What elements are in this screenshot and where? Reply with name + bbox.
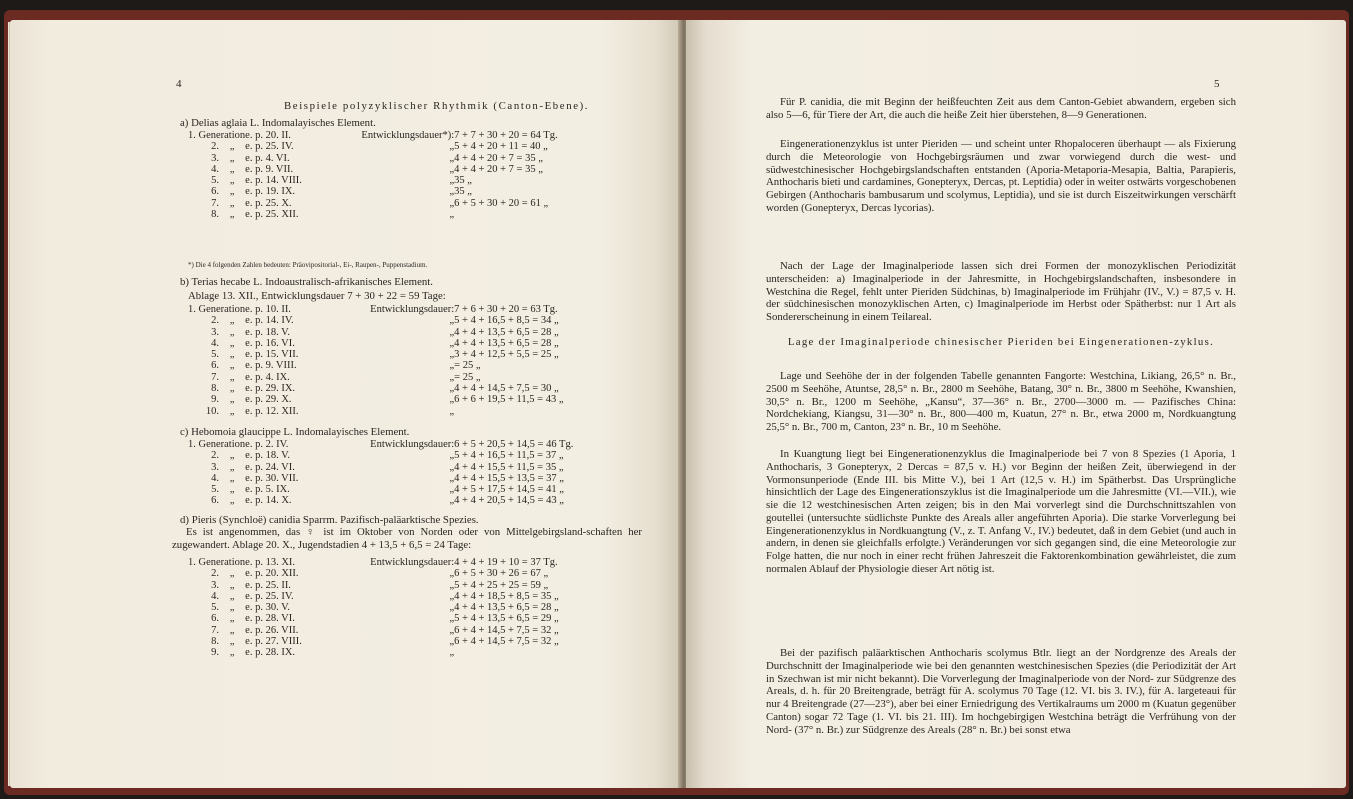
table-row: [188, 153, 604, 164]
label-cell: „: [449, 209, 455, 221]
date-cell: e. p. 24. VI.: [245, 461, 295, 473]
generation-number: 4.: [211, 337, 219, 349]
table-row: [188, 473, 604, 484]
value-cell: = 25 „: [454, 371, 481, 383]
table-row: [188, 602, 604, 613]
date-cell: e. p. 20. II.: [245, 130, 291, 141]
ditto-mark: „: [229, 175, 235, 187]
generation-number: 1. Generation: [188, 304, 246, 315]
table-row: [188, 462, 604, 473]
generation-number: 4.: [211, 590, 219, 602]
date-cell: e. p. 28. IX.: [245, 647, 296, 659]
table-row: [188, 383, 604, 394]
label-cell: „: [449, 602, 455, 614]
label-cell: „: [449, 175, 455, 187]
table-pieris-canidia: [188, 557, 604, 659]
date-cell: e. p. 28. VI.: [245, 613, 295, 625]
ditto-mark: „: [229, 461, 235, 473]
page-number: 5: [1214, 78, 1220, 90]
value-cell: 6 + 6 + 19,5 + 11,5 = 43 „: [454, 394, 564, 406]
label-cell: „: [449, 360, 455, 372]
generation-number: 2.: [211, 450, 219, 462]
generation-number: 7.: [211, 197, 219, 209]
date-cell: e. p. 25. XII.: [245, 209, 299, 221]
date-cell: e. p. 30. VII.: [245, 472, 299, 484]
date-cell: e. p. 18. V.: [245, 326, 290, 338]
value-cell: [454, 406, 604, 417]
date-cell: e. p. 25. IV.: [245, 141, 294, 153]
label-cell: „: [449, 349, 455, 361]
value-cell: 4 + 4 + 13,5 + 6,5 = 28 „: [454, 602, 559, 614]
table-row: [188, 372, 604, 383]
ditto-mark: „: [229, 141, 235, 153]
table-row: [188, 304, 604, 315]
ditto-mark: „: [229, 647, 235, 659]
ditto-mark: „: [229, 337, 235, 349]
generation-number: 9.: [211, 647, 219, 659]
table-row: [188, 186, 604, 197]
label-cell: „: [449, 394, 455, 406]
ditto-mark: „: [229, 495, 235, 507]
generation-number: 4.: [211, 163, 219, 175]
table-row: [188, 613, 604, 624]
value-cell: 4 + 4 + 13,5 + 6,5 = 28 „: [454, 326, 559, 338]
label-cell: „: [449, 152, 455, 164]
table-row: [188, 636, 604, 647]
generation-number: 6.: [211, 186, 219, 198]
ditto-mark: „: [229, 636, 235, 648]
table-row: [188, 209, 604, 220]
ditto-mark: „: [229, 152, 235, 164]
label-cell: „: [449, 613, 455, 625]
table-row: [188, 130, 604, 141]
value-cell: 6 + 4 + 14,5 + 7,5 = 32 „: [454, 636, 559, 648]
generation-number: 3.: [211, 326, 219, 338]
label-cell: „: [449, 647, 455, 659]
subsection-a-heading: a) Delias aglaia L. Indomalayisches Element.: [180, 117, 376, 129]
table-row: [188, 141, 604, 152]
generation-number: 1. Generation: [188, 439, 246, 450]
date-cell: e. p. 9. VIII.: [245, 360, 297, 372]
table-row: [188, 647, 604, 658]
table-row: [188, 625, 604, 636]
label-cell: Entwicklungsdauer:: [370, 304, 455, 315]
table-row: [188, 198, 604, 209]
label-cell: „: [449, 450, 455, 462]
section-heading-2: Lage der Imaginalperiode chinesischer Pieriden bei Eingenerationen-zyklus.: [787, 336, 1215, 348]
value-cell: 4 + 4 + 18,5 + 8,5 = 35 „: [454, 590, 559, 602]
generation-number: 5.: [211, 484, 219, 496]
generation-number: 8.: [211, 383, 219, 395]
right-page: [686, 20, 1346, 788]
ditto-mark: „: [229, 472, 235, 484]
date-cell: e. p. 2. IV.: [245, 439, 289, 450]
subsection-c-heading: c) Hebomoia glaucippe L. Indomalayisches Element.: [180, 426, 410, 438]
ditto-mark: „: [229, 349, 235, 361]
table-hebomoia-glaucippe: [188, 439, 604, 507]
table-row: [188, 439, 604, 450]
date-cell: e. p. 27. VIII.: [245, 636, 302, 648]
table-row: [188, 557, 604, 568]
ditto-mark: „: [229, 209, 235, 221]
paragraph-2: Eingenerationenzyklus ist unter Pieriden — und scheint unter Rhopaloceren überhaupt — als Fixierung durch die Meteorologie von Hochgebirgsräumen und zwar vorwiegend durch die west- und südwestchinesischer Hochgebirgslandschaften entstanden (Aporia-Metaporia-Mesapia, Baltia, Parapieris, Anthocharis bieti und cardamines, Gonepteryx, Dercas, pt. Leptidia) oder in weiter ostwärts vorgeschobenen Gebirgen (Anthocharis bambusarum und scolymus, Leptidia), und sie ist durch Eiszeitwirkungen verschärft worden (Gonepteryx, Dercas lycorias).: [766, 138, 1236, 214]
generation-number: 7.: [211, 624, 219, 636]
value-cell: 4 + 4 + 20 + 7 = 35 „: [454, 163, 543, 175]
date-cell: e. p. 13. XI.: [245, 557, 296, 568]
value-cell: 35 „: [454, 175, 472, 187]
subsection-d-text: Es ist angenommen, das ♀ ist im Oktober von Norden oder von Mittelgebirgsland-schaften her zugewandert. Ablage 20. X., Jugendstadien 4 + 13,5 + 6,5 = 24 Tage:: [172, 526, 642, 551]
generation-number: 6.: [211, 495, 219, 507]
date-cell: e. p. 25. II.: [245, 579, 291, 591]
generation-number: 6.: [211, 360, 219, 372]
ditto-mark: „: [229, 315, 235, 327]
value-cell: 5 + 4 + 16,5 + 11,5 = 37 „: [454, 450, 564, 462]
value-cell: = 25 „: [454, 360, 481, 372]
ditto-mark: „: [229, 383, 235, 395]
label-cell: „: [449, 141, 455, 153]
label-cell: „: [449, 568, 455, 580]
table-row: [188, 175, 604, 186]
paragraph-3: Nach der Lage der Imaginalperiode lassen sich drei Formen der monozyklischen Periodizität unterscheiden: a) Imaginalperiode in der Jahresmitte, in Hochgebirgslandschaften, insbesondere in Westchina die Regel, fehlt unter Pieriden Südchinas, b) Imaginalperiode im Frühjahr (IV., V.) = 87,5 v. H. der südchinesischen monozyklischen Arten, c) Imaginalperiode im Herbst oder Spätherbst: nur 1 Art als Sondererscheinung in einem Teilareal.: [766, 260, 1236, 323]
generation-number: 3.: [211, 461, 219, 473]
generation-number: 2.: [211, 568, 219, 580]
table-row: [188, 394, 604, 405]
value-cell: [454, 647, 604, 658]
value-cell: 7 + 6 + 30 + 20 = 63 Tg.: [454, 304, 558, 315]
value-cell: [454, 209, 604, 220]
date-cell: e. p. 19. IX.: [245, 186, 296, 198]
value-cell: 4 + 4 + 20 + 7 = 35 „: [454, 152, 543, 164]
footnote: *) Die 4 folgenden Zahlen bedeuten: Präovipositorial-, Ei-, Raupen-, Puppenstadium.: [188, 261, 428, 269]
value-cell: 4 + 4 + 14,5 + 7,5 = 30 „: [454, 383, 559, 395]
value-cell: 4 + 5 + 17,5 + 14,5 = 41 „: [454, 484, 564, 496]
table-row: [188, 315, 604, 326]
subsection-b-subtitle: Ablage 13. XII., Entwicklungsdauer 7 + 30 + 22 = 59 Tage:: [188, 290, 446, 302]
table-row: [188, 450, 604, 461]
date-cell: e. p. 30. V.: [245, 602, 290, 614]
generation-number: 5.: [211, 602, 219, 614]
label-cell: „: [449, 472, 455, 484]
generation-number: 3.: [211, 152, 219, 164]
label-cell: „: [449, 484, 455, 496]
value-cell: 3 + 4 + 12,5 + 5,5 = 25 „: [454, 349, 559, 361]
label-cell: „: [449, 337, 455, 349]
generation-number: 6.: [211, 613, 219, 625]
generation-number: 4.: [211, 472, 219, 484]
ditto-mark: „: [229, 360, 235, 372]
date-cell: e. p. 29. X.: [245, 394, 292, 406]
ditto-mark: „: [229, 602, 235, 614]
ditto-mark: „: [229, 450, 235, 462]
value-cell: 4 + 4 + 15,5 + 13,5 = 37 „: [454, 472, 564, 484]
date-cell: e. p. 15. VII.: [245, 349, 299, 361]
ditto-mark: „: [229, 371, 235, 383]
generation-number: 8.: [211, 636, 219, 648]
date-cell: e. p. 9. VII.: [245, 163, 294, 175]
date-cell: e. p. 14. VIII.: [245, 175, 302, 187]
label-cell: Entwicklungsdauer:: [370, 439, 455, 450]
label-cell: „: [449, 405, 455, 417]
value-cell: 4 + 4 + 19 + 10 = 37 Tg.: [454, 557, 558, 568]
table-row: [188, 484, 604, 495]
table-row: [188, 327, 604, 338]
date-cell: e. p. 5. IX.: [245, 484, 290, 496]
value-cell: 35 „: [454, 186, 472, 198]
table-row: [188, 591, 604, 602]
value-cell: 5 + 4 + 16,5 + 8,5 = 34 „: [454, 315, 559, 327]
table-row: [188, 495, 604, 506]
value-cell: 4 + 4 + 15,5 + 11,5 = 35 „: [454, 461, 564, 473]
generation-number: 5.: [211, 175, 219, 187]
label-cell: „: [449, 315, 455, 327]
ditto-mark: „: [229, 197, 235, 209]
value-cell: 6 + 5 + 30 + 20 = 61 „: [454, 197, 549, 209]
ditto-mark: „: [229, 163, 235, 175]
date-cell: e. p. 25. IV.: [245, 590, 294, 602]
date-cell: e. p. 16. VI.: [245, 337, 295, 349]
ditto-mark: „: [229, 186, 235, 198]
ditto-mark: „: [229, 613, 235, 625]
value-cell: 5 + 4 + 20 + 11 = 40 „: [454, 141, 548, 153]
value-cell: 4 + 4 + 13,5 + 6,5 = 28 „: [454, 337, 559, 349]
ditto-mark: „: [229, 405, 235, 417]
generation-number: 10.: [205, 405, 219, 417]
table-row: [188, 580, 604, 591]
page-number: 4: [176, 78, 182, 90]
label-cell: „: [449, 590, 455, 602]
date-cell: e. p. 14. IV.: [245, 315, 294, 327]
left-page: [10, 20, 682, 788]
generation-number: 2.: [211, 141, 219, 153]
table-row: [188, 568, 604, 579]
date-cell: e. p. 18. V.: [245, 450, 290, 462]
date-cell: e. p. 14. X.: [245, 495, 292, 507]
generation-number: 1. Generation: [188, 130, 246, 141]
date-cell: e. p. 20. XII.: [245, 568, 299, 580]
table-row: [188, 406, 604, 417]
label-cell: Entwicklungsdauer:: [370, 557, 455, 568]
generation-number: 8.: [211, 209, 219, 221]
ditto-mark: „: [229, 484, 235, 496]
value-cell: 6 + 5 + 30 + 26 = 67 „: [454, 568, 549, 580]
table-delias-aglaia: [188, 130, 604, 220]
generation-number: 2.: [211, 315, 219, 327]
table-row: [188, 349, 604, 360]
ditto-mark: „: [229, 624, 235, 636]
ditto-mark: „: [229, 590, 235, 602]
label-cell: „: [449, 636, 455, 648]
subsection-d-heading: d) Pieris (Synchloë) canidia Sparrm. Pazifisch-paläarktische Spezies.: [180, 514, 479, 526]
value-cell: 6 + 5 + 20,5 + 14,5 = 46 Tg.: [454, 439, 574, 450]
label-cell: „: [449, 197, 455, 209]
value-cell: 7 + 7 + 30 + 20 = 64 Tg.: [454, 130, 558, 141]
table-row: [188, 338, 604, 349]
table-terias-hecabe: [188, 304, 604, 417]
ditto-mark: „: [229, 326, 235, 338]
generation-number: 9.: [211, 394, 219, 406]
ditto-mark: „: [229, 579, 235, 591]
label-cell: „: [449, 371, 455, 383]
label-cell: Entwicklungsdauer*):: [361, 130, 455, 141]
label-cell: „: [449, 624, 455, 636]
generation-number: 3.: [211, 579, 219, 591]
generation-number: 5.: [211, 349, 219, 361]
label-cell: „: [449, 326, 455, 338]
label-cell: „: [449, 186, 455, 198]
ditto-mark: „: [229, 568, 235, 580]
value-cell: 6 + 4 + 14,5 + 7,5 = 32 „: [454, 624, 559, 636]
paragraph-6: Bei der pazifisch paläarktischen Anthocharis scolymus Btlr. liegt an der Nordgrenze des Areals der Durchschnitt der Imaginalperiode wie bei den genannten westchinesischen Spezies (die Periodizität der Art in Szechwan ist mir nicht bekannt). Die Vorverlegung der Imaginalperiode von der Nord- zur Südgrenze des Areals, d. h. für 20 Breitengrade, beträgt für A. scolymus 70 Tage (12. VI. bis 3. IV.), für A. largeteaui für nur 4 Breitengrade (27—23°), aber bei einer Erniedrigung des Vertikalraums um 2000 m (Kuatun gegenüber Canton) sogar 72 Tage (1. VI. bis 21. III). Im hochgebirgigen Westchina beträgt die Verfrühung von der Nord- (37° n. Br.) zur Südgrenze des Areals (28° n. Br.) bei sonst etwa: [766, 647, 1236, 736]
label-cell: „: [449, 163, 455, 175]
section-heading: Beispiele polyzyklischer Rhythmik (Canton-Ebene).: [284, 100, 590, 112]
date-cell: e. p. 4. IX.: [245, 371, 290, 383]
label-cell: „: [449, 495, 455, 507]
generation-number: 1. Generation: [188, 557, 246, 568]
date-cell: e. p. 25. X.: [245, 197, 292, 209]
value-cell: 5 + 4 + 25 + 25 = 59 „: [454, 579, 549, 591]
generation-number: 7.: [211, 371, 219, 383]
value-cell: 5 + 4 + 13,5 + 6,5 = 29 „: [454, 613, 559, 625]
label-cell: „: [449, 461, 455, 473]
paragraph-4: Lage und Seehöhe der in der folgenden Tabelle genannten Fangorte: Westchina, Likiang, 26,5° n. Br., 2500 m Seehöhe, Atuntse, 28,5° n. Br., 2800 m Seehöhe, Batang, 30° n. Br., 3800 m Seehöhe, Kwanshien, 30,5° n. Br., 1200 m Seehöhe, „Kansu“, 37—36° n. Br., 2700—3000 m. — Pazifisches China: Nordchekiang, Kiangsu, 31—30° n. Br., 800—400 m, Kuatun, 27° n. Br., etwa 2000 m, Nordkuangtung 25,5° n. Br., 700 m, Canton, 23° n. Br., 10 m Seehöhe.: [766, 370, 1236, 433]
date-cell: e. p. 10. II.: [245, 304, 291, 315]
label-cell: „: [449, 579, 455, 591]
paragraph-5: In Kuangtung liegt bei Eingenerationenzyklus die Imaginalperiode bei 7 von 8 Spezies (1 Aporia, 1 Anthocharis, 3 Gonepteryx, 2 Dercas = 87,5 v. H.) vor Beginn der heißen Zeit, überwiegend in der Vormonsunperiode (Ende III. bis Mitte V.), bei 1 Art (12,5 v. H.) im Spätherbst. Das Ursprüngliche hinsichtlich der Lage des Eingenerationszyklus ist die Imaginalperiode um die Jahresmitte (VI.—VII.), wie sie die 12 westchinesischen Arten zeigen; bis in den Mai vorverlegt sind die Durchschnittszahlen von goutellei (untersuchte südlichste Punkte des Areals aller angeführten Aporia). Die starke Vorverlegung bei Eingenerationenzyklus in Nordkuangtung (V., z. T. Anfang V., IV.) bedeutet, daß in dem Gebiet (und auch in andern, in denen sie gleichfalls erfolgte.) Veränderungen vor sich gegangen sind, die eine Meteorologie zur Folge hatten, die nur noch in einer recht frühen Jahreszeit die Faktorenkombination gewährleistet, die zum normalen Ablauf der Physiologie dieser Art nötig ist.: [766, 448, 1236, 575]
table-row: [188, 360, 604, 371]
date-cell: e. p. 29. IX.: [245, 383, 296, 395]
table-row: [188, 164, 604, 175]
label-cell: „: [449, 383, 455, 395]
value-cell: 4 + 4 + 20,5 + 14,5 = 43 „: [454, 495, 564, 507]
subsection-b-heading: b) Terias hecabe L. Indoaustralisch-afrikanisches Element.: [180, 276, 433, 288]
date-cell: e. p. 26. VII.: [245, 624, 299, 636]
date-cell: e. p. 12. XII.: [245, 405, 299, 417]
ditto-mark: „: [229, 394, 235, 406]
paragraph-1: Für P. canidia, die mit Beginn der heißfeuchten Zeit aus dem Canton-Gebiet abwandern, ergeben sich also 5—6, für Tiere der Art, die auch die heiße Zeit hier überstehen, 8—9 Generationen.: [766, 96, 1236, 121]
date-cell: e. p. 4. VI.: [245, 152, 290, 164]
